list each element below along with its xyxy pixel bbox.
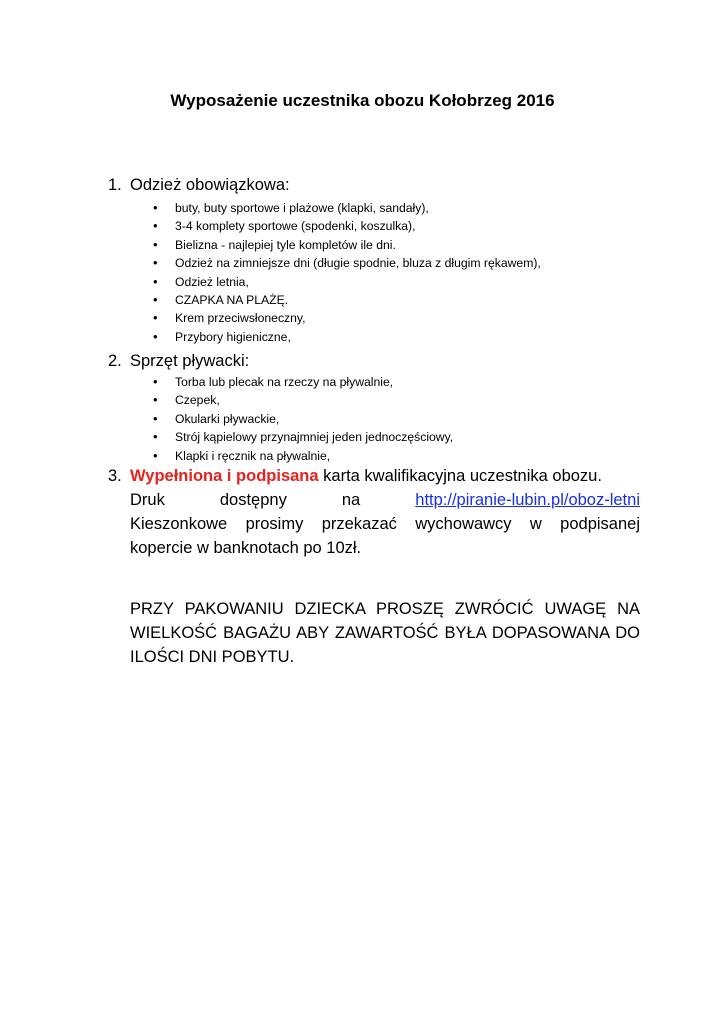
- download-word: na: [341, 491, 361, 509]
- list-item: • Krem przeciwsłoneczny,: [108, 309, 640, 327]
- section-qualification: [108, 464, 640, 560]
- list-item: • Torba lub plecak na rzeczy na pływalnie,: [108, 373, 640, 391]
- pocket-money-text-2: kopercie w banknotach po 10zł.: [130, 539, 362, 557]
- download-word: dostępny: [219, 491, 287, 509]
- qualification-text: karta kwalifikacyjna uczestnika obozu.: [318, 467, 602, 485]
- list-item: • Okularki pływackie,: [108, 410, 640, 428]
- list-item: • Bielizna - najlepiej tyle kompletów ile dni.: [108, 236, 640, 254]
- section-heading: [108, 175, 640, 195]
- section-clothing: [108, 175, 640, 346]
- page-title: Wyposażenie uczestnika obozu Kołobrzeg 2016: [170, 91, 555, 110]
- list-item: • Przybory higieniczne,: [108, 328, 640, 346]
- list-item: • CZAPKA NA PLAŻĘ.: [108, 291, 640, 309]
- pocket-money-text: Kieszonkowe prosimy przekazać wychowawcy w podpisanej: [130, 515, 640, 533]
- section-heading: [108, 351, 640, 371]
- section-swimming: [108, 351, 640, 465]
- list-item: • buty, buty sportowe i plażowe (klapki, sandały),: [108, 199, 640, 217]
- packing-notice: PRZY PAKOWANIU DZIECKA PROSZĘ ZWRÓCIĆ UWAGĘ NA WIELKOŚĆ BAGAŻU ABY ZAWARTOŚĆ BYŁA DOPASOWANA DO ILOŚCI DNI POBYTU.: [130, 600, 640, 666]
- qualification-line: [130, 464, 640, 488]
- camp-link[interactable]: http://piranie-lubin.pl/oboz-letni: [415, 491, 640, 509]
- clothing-list: [108, 199, 640, 346]
- pocket-money-line: [130, 512, 640, 536]
- highlight-text: Wypełniona i podpisana: [130, 467, 319, 485]
- section-title: Odzież obowiązkowa:: [130, 176, 290, 194]
- list-item: • Odzież letnia,: [108, 273, 640, 291]
- list-item: • 3-4 komplety sportowe (spodenki, koszulka),: [108, 217, 640, 235]
- swimming-list: [108, 373, 640, 465]
- list-item: • Klapki i ręcznik na pływalnie,: [108, 447, 640, 465]
- section-number: 3.: [108, 467, 122, 485]
- list-item: • Odzież na zimniejsze dni (długie spodnie, bluza z długim rękawem),: [108, 254, 640, 272]
- list-item: • Strój kąpielowy przynajmniej jeden jednoczęściowy,: [108, 428, 640, 446]
- section-number: 2.: [108, 352, 122, 370]
- section-number: 1.: [108, 176, 122, 194]
- download-word: Druk: [130, 491, 165, 509]
- list-item: • Czepek,: [108, 391, 640, 409]
- section-title: Sprzęt pływacki:: [130, 352, 250, 370]
- download-line: [130, 488, 640, 512]
